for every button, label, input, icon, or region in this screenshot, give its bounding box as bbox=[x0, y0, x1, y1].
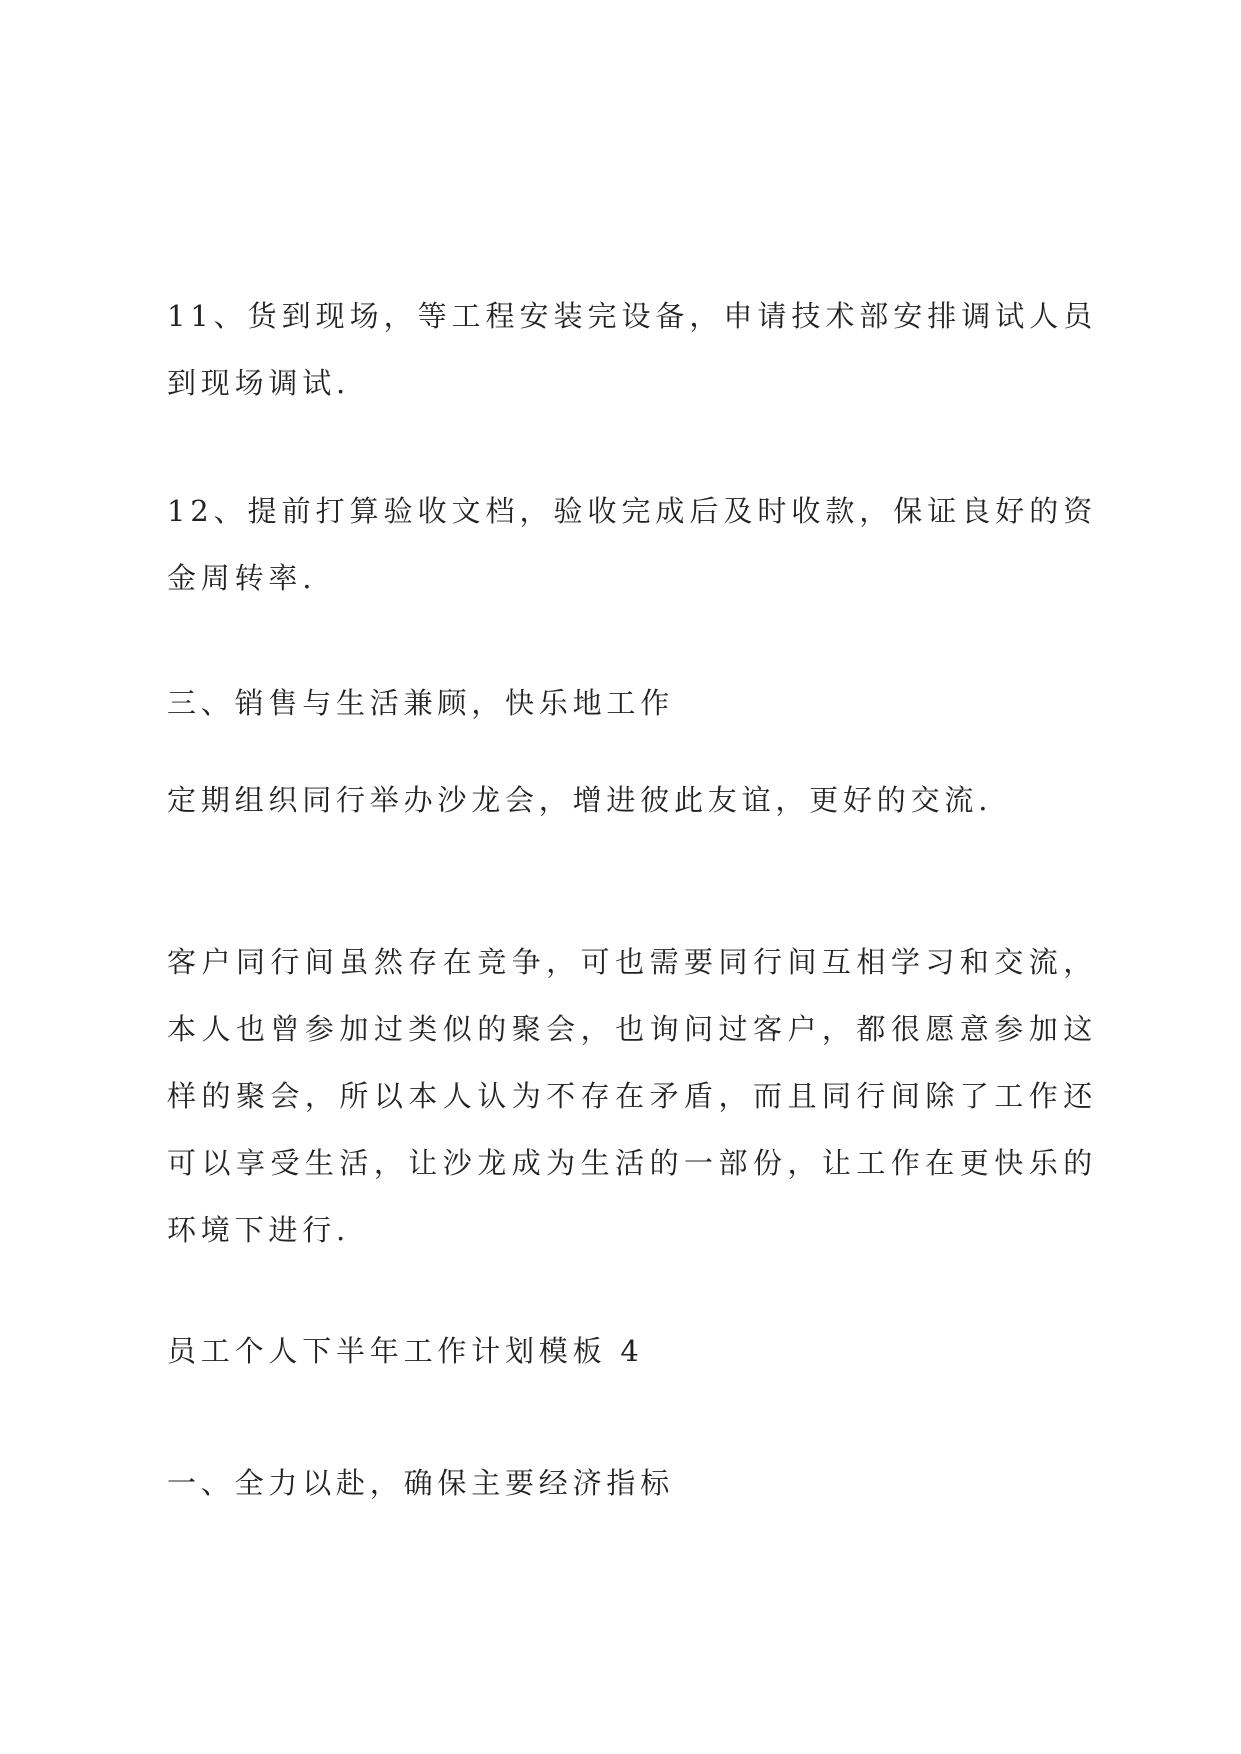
paragraph-item-11: 11、货到现场，等工程安装完设备，申请技术部安排调试人员到现场调试. bbox=[167, 299, 1097, 400]
paragraph-competition: 客户同行间虽然存在竞争，可也需要同行间互相学习和交流，本人也曾参加过类似的聚会，也询问过客户，都很愿意参加这样的聚会，所以本人认为不存在矛盾，而且同行间除了工作还可以享受生活，让沙龙成为生活的一部份，让工作在更快乐的环境下进行. bbox=[167, 945, 1097, 1247]
section-heading-1: 一、全力以赴，确保主要经济指标 bbox=[167, 1466, 675, 1500]
template-title: 员工个人下半年工作计划模板 4 bbox=[167, 1334, 644, 1368]
paragraph-item-12: 12、提前打算验收文档，验收完成后及时收款，保证良好的资金周转率. bbox=[167, 494, 1097, 595]
section-heading-3: 三、销售与生活兼顾，快乐地工作 bbox=[167, 686, 675, 720]
paragraph-salon: 定期组织同行举办沙龙会，增进彼此友谊，更好的交流. bbox=[167, 783, 993, 817]
